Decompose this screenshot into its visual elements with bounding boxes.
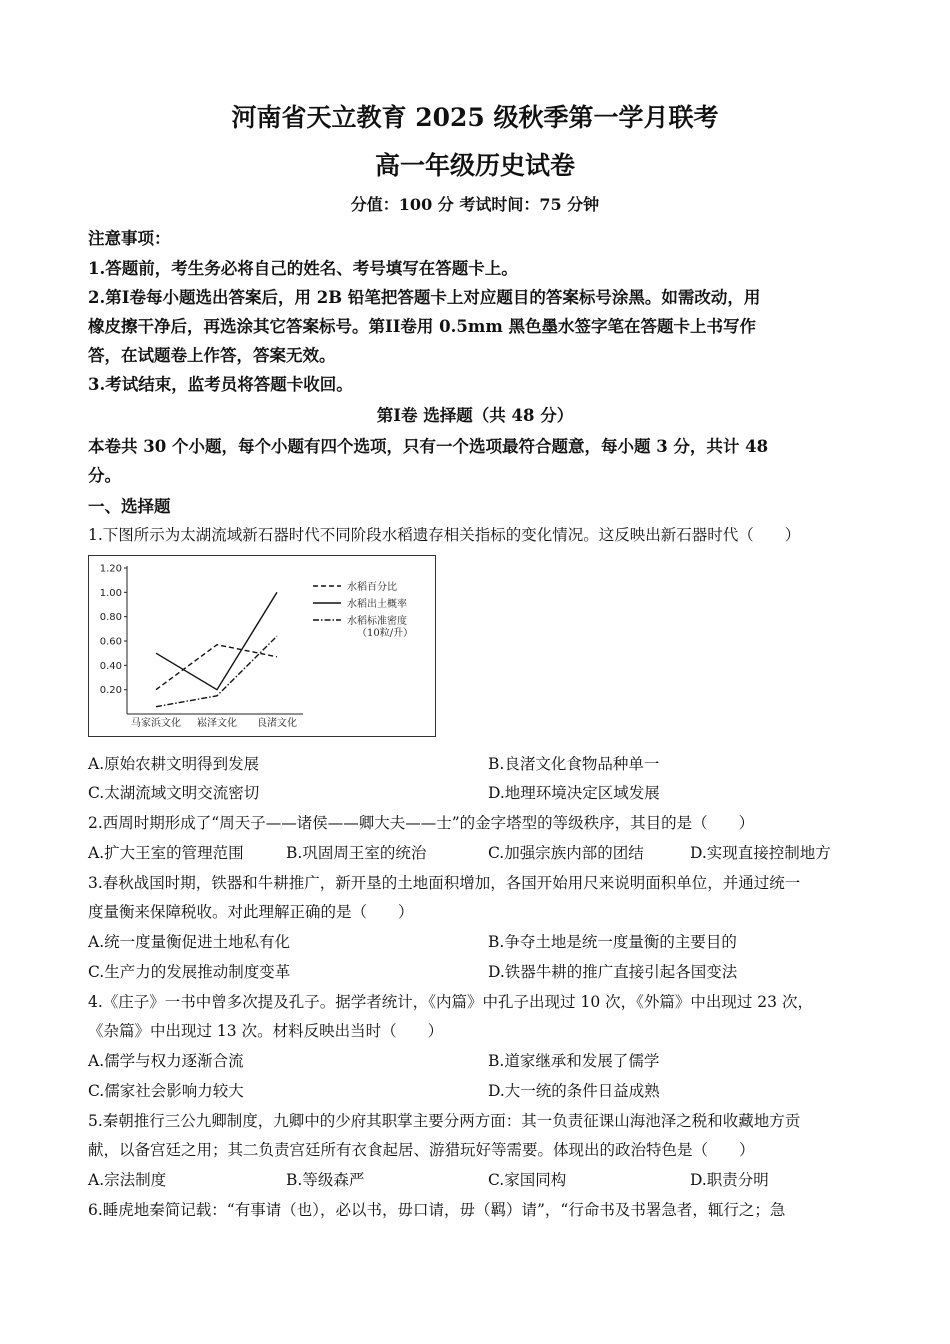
q4-option-b: B.道家继承和发展了儒学 [488, 1052, 660, 1070]
q2-option-a: A.扩大王室的管理范围 [88, 844, 244, 862]
question-4-stem-line-1: 4.《庄子》一书中曾多次提及孔子。据学者统计，《内篇》中孔子出现过 10 次，《外篇》中出现过 23 次， [88, 993, 813, 1011]
question-4-stem-line-2: 《杂篇》中出现过 13 次。材料反映出当时（ ） [88, 1022, 444, 1040]
q2-option-b: B.巩固周王室的统治 [286, 844, 427, 862]
section-title: 第Ⅰ卷 选择题（共 48 分） [376, 406, 574, 425]
q5-option-a: A.宗法制度 [88, 1171, 167, 1189]
notice-item-1: 1.答题前，考生务必将自己的姓名、考号填写在答题卡上。 [88, 259, 518, 278]
q4-option-d: D.大一统的条件日益成熟 [488, 1082, 660, 1100]
q1-option-c: C.太湖流域文明交流密切 [88, 784, 260, 802]
notice-item-2-line-3: 答，在试题卷上作答，答案无效。 [88, 346, 336, 365]
series-line-2 [156, 592, 277, 689]
x-tick-label: 良渚文化 [257, 718, 297, 729]
series-line-1 [156, 645, 277, 690]
q3-option-b: B.争夺土地是统一度量衡的主要目的 [488, 933, 737, 951]
q1-option-b: B.良渚文化食物品种单一 [488, 755, 660, 773]
question-1-stem: 1.下图所示为太湖流域新石器时代不同阶段水稻遗存相关指标的变化情况。这反映出新石器时代（ ） [88, 526, 801, 544]
series-line-3 [156, 636, 277, 707]
x-tick-label: 马家浜文化 [131, 718, 181, 729]
exam-subtitle: 高一年级历史试卷 [374, 151, 575, 180]
y-tick-label: 1.20 [99, 563, 122, 575]
q5-option-d: D.职责分明 [690, 1171, 769, 1189]
y-tick-label: 0.40 [99, 660, 122, 672]
question-5-stem-line-1: 5.秦朝推行三公九卿制度，九卿中的少府其职掌主要分两方面：其一负责征课山海池泽之税和收藏地方贡 [88, 1112, 801, 1130]
legend-label-2: 水稻出土概率 [347, 599, 407, 610]
notice-item-2-line-2: 橡皮擦干净后，再选涂其它答案标号。第II卷用 0.5mm 黑色墨水签字笔在答题卡上书写作 [88, 317, 757, 336]
q3-option-a: A.统一度量衡促进土地私有化 [88, 933, 291, 951]
section-desc-line-1: 本卷共 30 个小题，每个小题有四个选项，只有一个选项最符合题意，每小题 3 分，共计 48 [88, 437, 769, 456]
part-heading: 一、选择题 [88, 497, 171, 516]
y-tick-label: 1.00 [99, 587, 122, 599]
exam-meta: 分值：100 分 考试时间：75 分钟 [350, 195, 600, 214]
q4-option-c: C.儒家社会影响力较大 [88, 1082, 244, 1100]
question-3-stem-line-2: 度量衡来保障税收。对此理解正确的是（ ） [88, 903, 414, 921]
rice-chart [88, 555, 436, 737]
rice-chart-svg [89, 556, 435, 736]
q5-option-b: B.等级森严 [286, 1171, 365, 1189]
q2-option-c: C.加强宗族内部的团结 [488, 844, 644, 862]
legend-unit-note: （10粒/升） [357, 628, 414, 639]
question-6-stem-line-1: 6.睡虎地秦简记载：“有事请（也），必以书，毋口请，毋（羁）请”，“行命书及书署急者，辄行之；急 [88, 1201, 786, 1219]
exam-title: 河南省天立教育 2025 级秋季第一学月联考 [231, 103, 719, 132]
q1-option-d: D.地理环境决定区域发展 [488, 784, 660, 802]
q2-option-d: D.实现直接控制地方 [690, 844, 831, 862]
q3-option-d: D.铁器牛耕的推广直接引起各国变法 [488, 963, 738, 981]
question-2-stem: 2.西周时期形成了“周天子——诸侯——卿大夫——士”的金字塔型的等级秩序，其目的是（ ） [88, 814, 755, 832]
question-5-stem-line-2: 献，以备宫廷之用；其二负责宫廷所有衣食起居、游猎玩好等需要。体现出的政治特色是（ ） [88, 1141, 755, 1159]
notice-item-3: 3.考试结束，监考员将答题卡收回。 [88, 375, 353, 394]
legend-label-3: 水稻标准密度 [347, 616, 407, 627]
x-tick-label: 崧泽文化 [197, 718, 237, 729]
section-desc-line-2: 分。 [88, 466, 121, 485]
legend-label-1: 水稻百分比 [347, 582, 397, 593]
notice-heading: 注意事项： [88, 229, 171, 248]
notice-item-2-line-1: 2.第Ⅰ卷每小题选出答案后，用 2B 铅笔把答题卡上对应题目的答案标号涂黑。如需改动，用 [88, 288, 761, 307]
q3-option-c: C.生产力的发展推动制度变革 [88, 963, 291, 981]
y-tick-label: 0.60 [99, 636, 122, 648]
question-3-stem-line-1: 3.春秋战国时期，铁器和牛耕推广，新开垦的土地面积增加，各国开始用尺来说明面积单位，并通过统一 [88, 874, 801, 892]
q4-option-a: A.儒学与权力逐渐合流 [88, 1052, 244, 1070]
y-tick-label: 0.20 [99, 685, 122, 697]
y-tick-label: 0.80 [99, 612, 122, 624]
q5-option-c: C.家国同构 [488, 1171, 567, 1189]
q1-option-a: A.原始农耕文明得到发展 [88, 755, 260, 773]
